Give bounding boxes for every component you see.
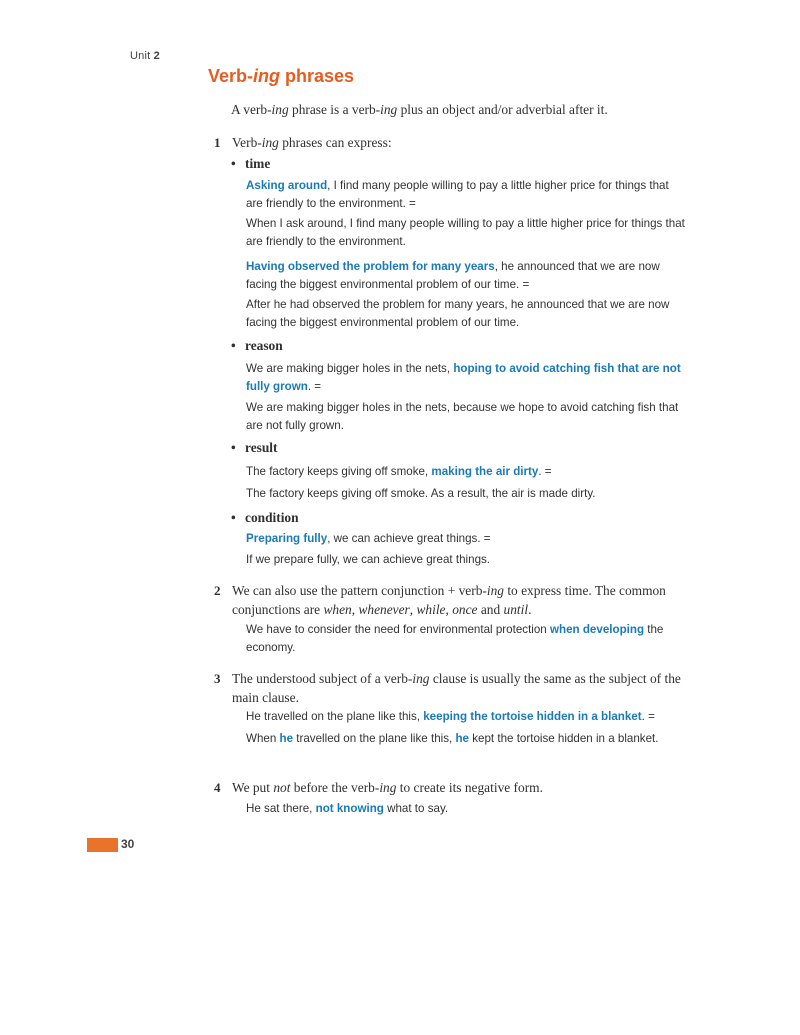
section-1-text: Verb-ing phrases can express: xyxy=(232,135,392,150)
section-number-1: 1 xyxy=(214,135,221,150)
example-reason-2: We are making bigger holes in the nets, because we hope to avoid catching fish that are not fully grown. xyxy=(246,401,679,432)
page-title: Verb-ing phrases xyxy=(208,66,355,86)
section-number-2: 2 xyxy=(214,583,221,598)
intro-text: A verb-ing phrase is a verb-ing plus an object and/or adverbial after it. xyxy=(231,102,608,117)
example-reason-1: We are making bigger holes in the nets, hoping to avoid catching fish that are not fully grown. = xyxy=(246,362,681,393)
bullet-condition: • condition xyxy=(231,510,299,525)
bullet-time: • time xyxy=(231,156,271,171)
bullet-result: • result xyxy=(231,440,278,455)
example-result-2: The factory keeps giving off smoke. As a result, the air is made dirty. xyxy=(246,487,596,500)
section-number-3: 3 xyxy=(214,671,221,686)
example-2: We have to consider the need for environmental protection when developing the economy. xyxy=(246,623,664,654)
example-condition-1: Preparing fully, we can achieve great things. = xyxy=(246,532,491,545)
unit-label: Unit 2 xyxy=(130,50,160,62)
example-time-1: Asking around, I find many people willing to pay a little higher price for things that are friendly to the environment. = xyxy=(246,179,669,210)
example-time-3: Having observed the problem for many years, he announced that we are now facing the biggest environmental problem of our time. = xyxy=(246,260,660,291)
bullet-reason: • reason xyxy=(231,338,283,353)
section-number-4: 4 xyxy=(214,780,221,795)
unit-number: 2 xyxy=(153,50,160,62)
page-number: 30 xyxy=(121,837,135,851)
section-4-text: We put not before the verb-ing to create its negative form. xyxy=(232,780,543,795)
example-3-2: When he travelled on the plane like this, he kept the tortoise hidden in a blanket. xyxy=(246,732,659,745)
example-4: He sat there, not knowing what to say. xyxy=(246,802,449,815)
example-time-4: After he had observed the problem for many years, he announced that we are now facing the biggest environmental problem of our time. xyxy=(246,298,670,329)
example-condition-2: If we prepare fully, we can achieve great things. xyxy=(246,553,491,566)
section-2-text: We can also use the pattern conjunction + verb-ing to express time. The common conjunctions are when, whenever, while, once and until. xyxy=(232,583,666,617)
example-time-2: When I ask around, I find many people willing to pay a little higher price for things that are friendly to the environment. xyxy=(246,217,685,248)
footer-color-bar xyxy=(87,838,118,852)
example-result-1: The factory keeps giving off smoke, making the air dirty. = xyxy=(246,465,552,478)
example-3-1: He travelled on the plane like this, keeping the tortoise hidden in a blanket. = xyxy=(246,710,655,723)
section-3-text: The understood subject of a verb-ing clause is usually the same as the subject of the main clause. xyxy=(232,671,681,705)
